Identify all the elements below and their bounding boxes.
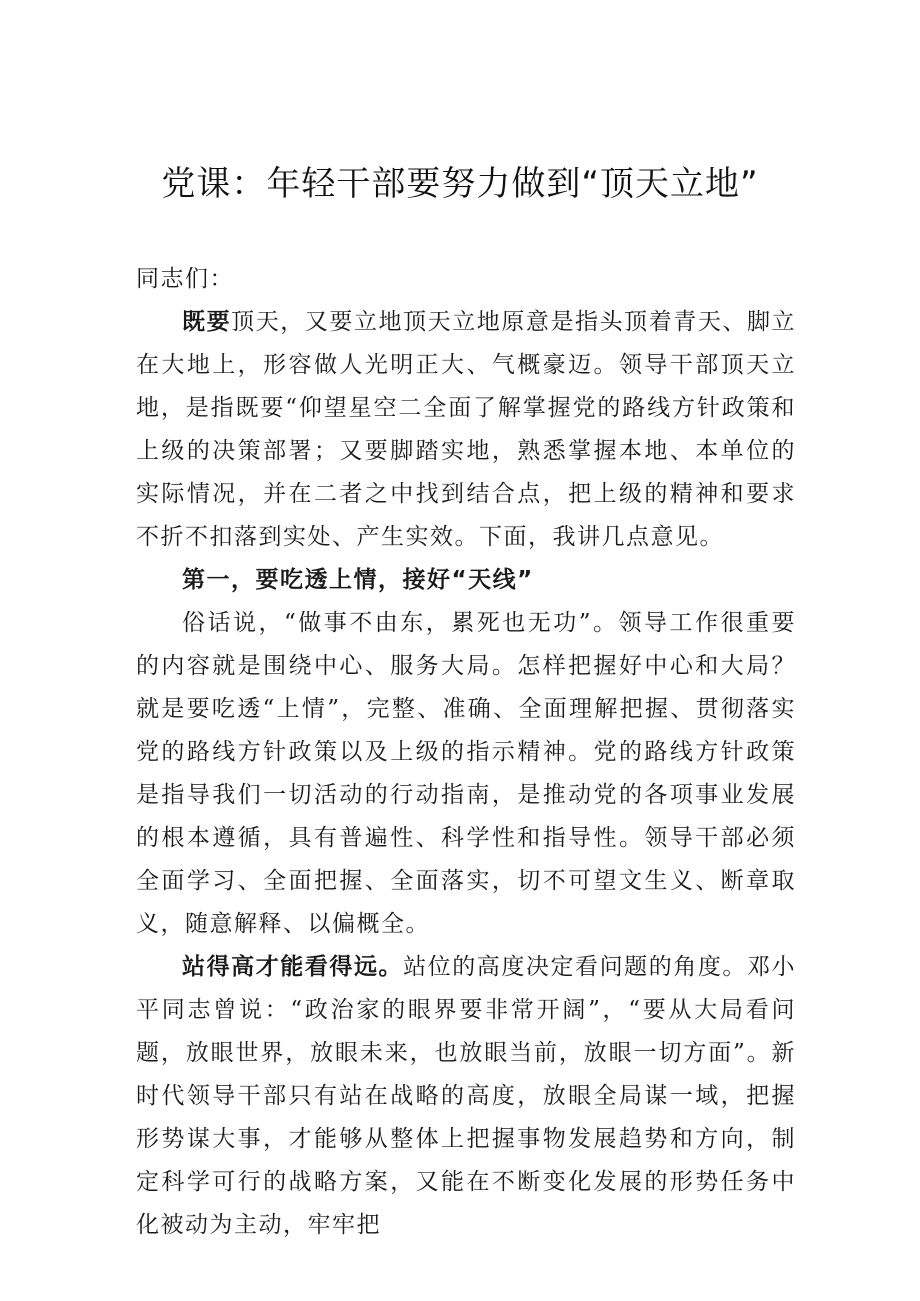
section-paragraph-1: 俗话说，“做事不由东，累死也无功”。领导工作很重要的内容就是围绕中心、服务大局。怎样把握好中心和大局？就是要吃透“上情”，完整、准确、全面理解把握、贯彻落实党的路线方针政策以及上级的指示精神。党的路线方针政策是指导我们一切活动的行动指南，是推动党的各项事业发展的根本遵循，具有普遍性、科学性和指导性。领导干部必须全面学习、全面把握、全面落实，切不可望文生义、断章取义，随意解释、以偏概全。 xyxy=(136,610,796,937)
section-heading: 第一，要吃透上情，接好“天线” xyxy=(182,567,534,593)
intro-text: 顶天，又要立地顶天立地原意是指头顶着青天、脚立在大地上，形容做人光明正大、气概豪迈。领导干部顶天立地，是指既要“仰望星空二全面了解掌握党的路线方针政策和上级的决策部署；又要脚踏实地，熟悉掌握本地、本单位的实际情况，并在二者之中找到结合点，把上级的精神和要求不折不扣落到实处、产生实效。下面，我讲几点意见。 xyxy=(136,309,796,550)
paragraph-2-text: 站位的高度决定看问题的角度。邓小平同志曾说：“政治家的眼界要非常开阔”，“要从大局看问题，放眼世界，放眼未来，也放眼当前，放眼一切方面”。新时代领导干部只有站在战略的高度，放眼全局谋一域，把握形势谋大事，才能够从整体上把握事物发展趋势和方向，制定科学可行的战略方案，又能在不断变化发展的形势任务中化被动为主动，牢牢把 xyxy=(136,954,796,1238)
greeting: 同志们： xyxy=(136,266,234,292)
document-title: 党课：年轻干部要努力做到“顶天立地” xyxy=(161,164,759,204)
document-body xyxy=(136,258,796,1247)
intro-lead: 既要 xyxy=(182,309,232,335)
paragraph-2-lead: 站得高才能看得远。 xyxy=(182,954,404,980)
section-paragraph-2 xyxy=(136,946,796,1247)
intro-paragraph xyxy=(136,301,796,559)
